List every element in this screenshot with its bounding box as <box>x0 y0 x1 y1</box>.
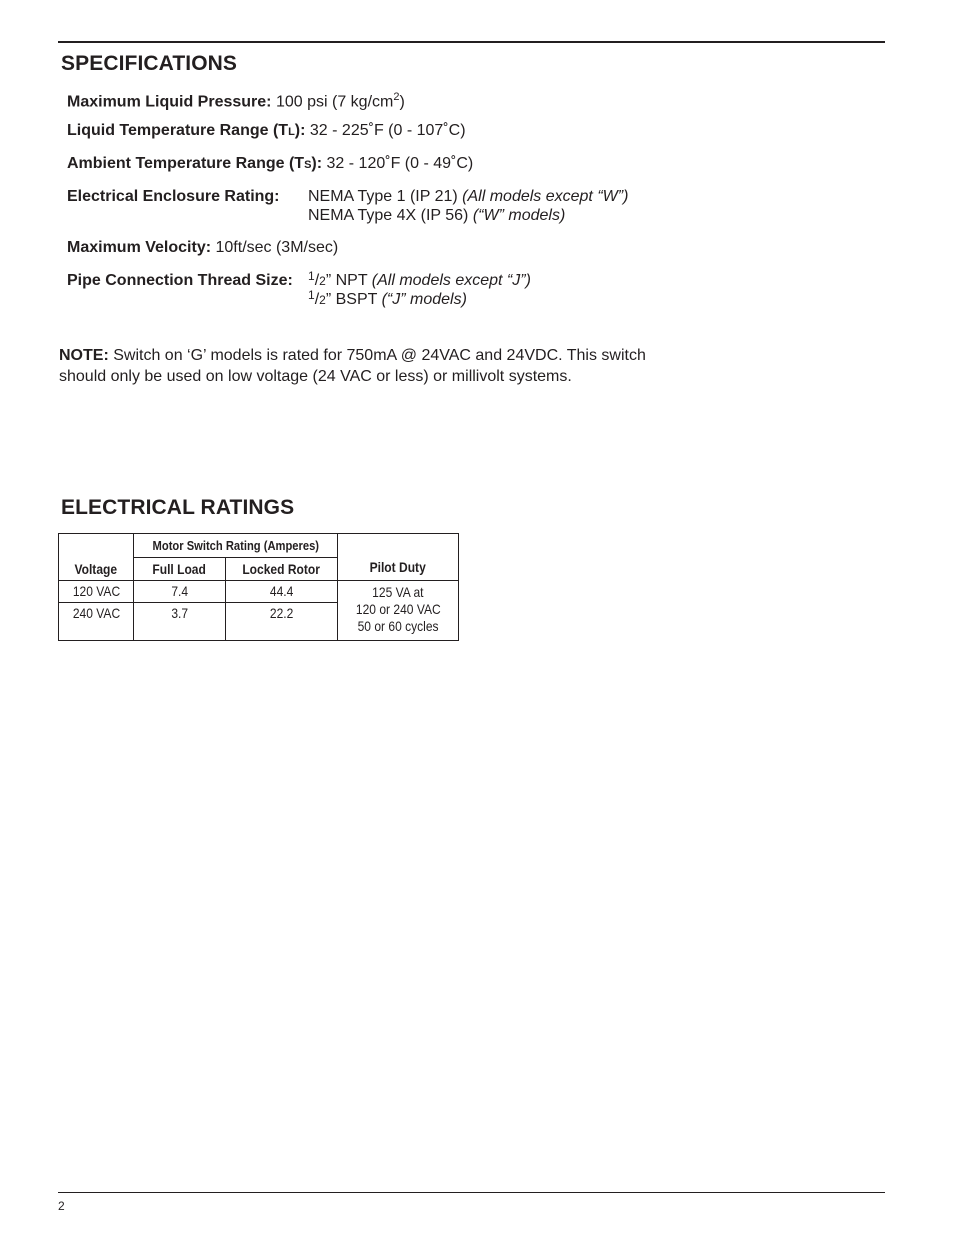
cell-locked-rotor: 44.4 <box>226 580 338 602</box>
spec-ambient-temp <box>67 154 473 175</box>
spec-liquid-temp <box>67 121 466 142</box>
spec-max-velocity <box>67 238 338 257</box>
cell-full-load: 3.7 <box>134 602 226 640</box>
electrical-ratings-table <box>58 533 459 641</box>
header-empty-cell <box>59 534 134 558</box>
electrical-ratings-title: ELECTRICAL RATINGS <box>61 496 295 519</box>
cell-voltage: 240 VAC <box>59 602 134 640</box>
cell-full-load: 7.4 <box>134 580 226 602</box>
spec-value-line1: $^1$/2” NPT (All models except “J”) <box>308 269 531 289</box>
spec-value: 32 - 225˚F (0 - 107˚C) <box>309 122 466 139</box>
cell-locked-rotor: 22.2 <box>226 602 338 640</box>
header-locked-rotor: Locked Rotor <box>226 558 338 581</box>
pilot-duty-line: 125 VA at <box>372 583 424 600</box>
top-rule <box>58 41 885 43</box>
spec-value: 100 psi (7 kg/cm <box>275 93 394 111</box>
spec-value-line1: NEMA Type 1 (IP 21) (All models except “W”) <box>308 188 629 205</box>
header-voltage: Voltage <box>59 558 134 581</box>
spec-max-pressure <box>67 88 405 111</box>
spec-value: 10ft/sec (3M/sec) <box>215 239 339 256</box>
cell-voltage: 120 VAC <box>59 580 134 602</box>
spec-label: Electrical Enclosure Rating: <box>67 188 280 205</box>
specifications-title: SPECIFICATIONS <box>61 52 238 75</box>
spec-pipe-thread <box>67 271 707 311</box>
note-text: Switch on ‘G’ models is rated for 750mA @ 24VAC and 24VDC. This switch should only be used on low voltage (24 VAC or less) or millivolt systems. <box>59 347 646 385</box>
note-paragraph <box>59 345 659 387</box>
header-pilot-duty: Pilot Duty <box>338 558 459 581</box>
spec-value-line2: NEMA Type 4X (IP 56) (“W” models) <box>308 207 566 224</box>
pilot-duty-line: 120 or 240 VAC <box>355 600 441 617</box>
spec-value-line2: $^1$/2” BSPT (“J” models) <box>308 288 467 308</box>
bottom-rule <box>58 1192 885 1193</box>
header-pilot-top <box>338 534 459 558</box>
spec-value-end: ) <box>399 93 405 111</box>
spec-label: Liquid Temperature Range (TL): <box>67 122 306 139</box>
table-row <box>59 580 459 602</box>
header-motor-switch-rating: Motor Switch Rating (Amperes) <box>134 534 338 558</box>
spec-enclosure <box>67 187 707 227</box>
pilot-duty-line: 50 or 60 cycles <box>357 617 439 634</box>
note-label: NOTE: <box>59 347 109 364</box>
header-full-load: Full Load <box>134 558 226 581</box>
spec-label: Ambient Temperature Range (TS): <box>67 155 323 172</box>
table-header-row <box>59 558 459 581</box>
spec-label: Pipe Connection Thread Size: <box>67 272 293 289</box>
cell-pilot-duty <box>338 580 459 640</box>
spec-value: 32 - 120˚F (0 - 49˚C) <box>326 155 474 172</box>
page-number: 2 <box>58 1199 65 1213</box>
table-header-row <box>59 534 459 558</box>
spec-value-sup: 2 <box>393 91 400 103</box>
spec-label: Maximum Velocity: <box>67 239 212 256</box>
spec-label: Maximum Liquid Pressure: <box>67 93 272 111</box>
